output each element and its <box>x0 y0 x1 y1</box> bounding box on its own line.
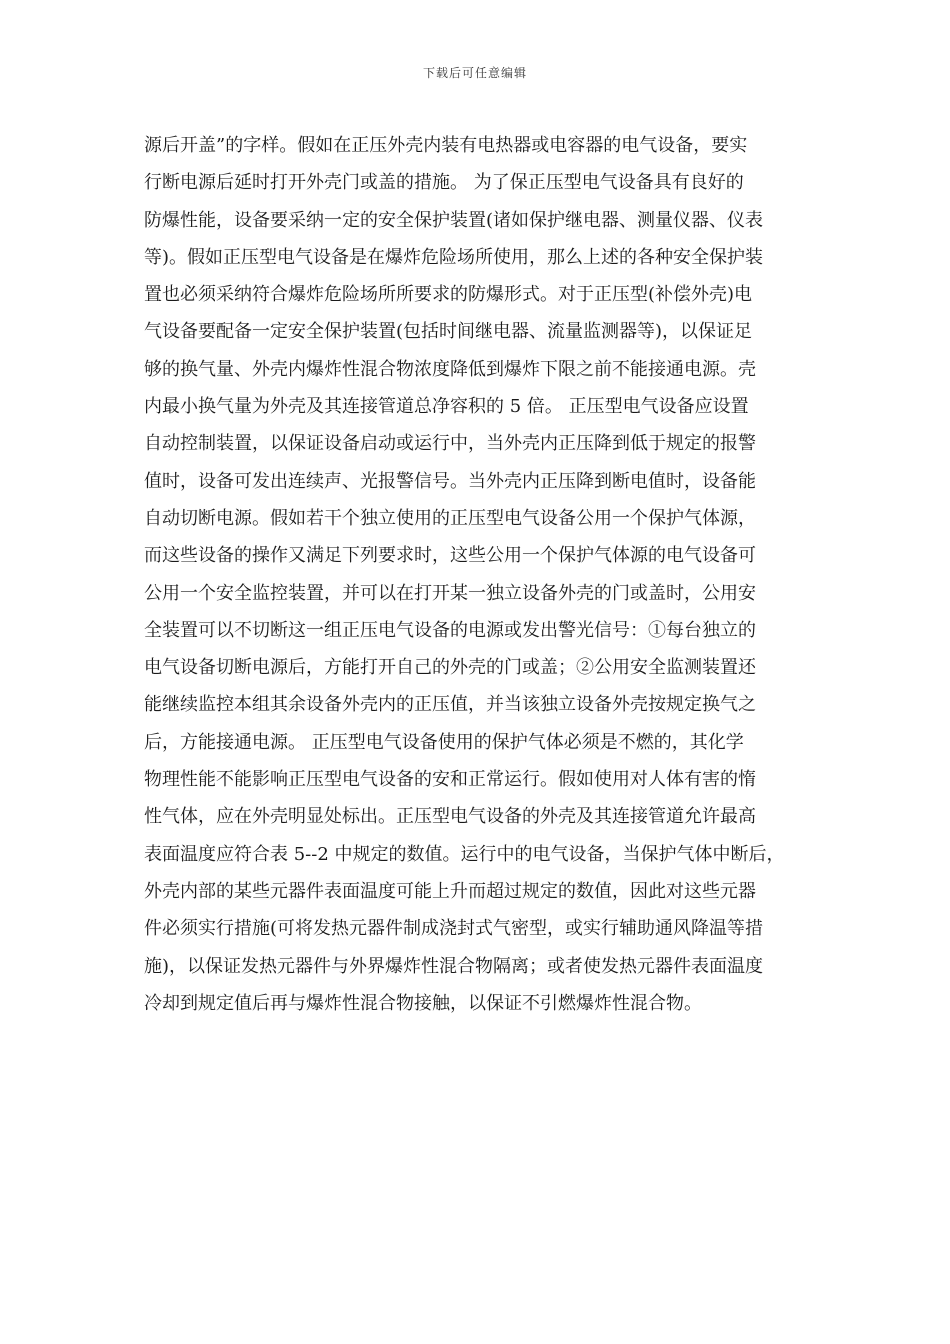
text-line: 够的换气量、外壳内爆炸性混合物浓度降低到爆炸下限之前不能接通电源。壳 <box>144 358 756 380</box>
text-line: 性气体，应在外壳明显处标出。正压型电气设备的外壳及其连接管道允许最高 <box>144 806 756 828</box>
text-line: 源后开盖”的字样。假如在正压外壳内装有电热器或电容器的电气设备，要实 <box>144 135 748 156</box>
text-line: 冷却到规定值后再与爆炸性混合物接触，以保证不引燃爆炸性混合物。 <box>144 992 702 1014</box>
text-line: 行断电源后延时打开外壳门或盖的措施。 为了保正压型电气设备具有良好的 <box>144 172 744 194</box>
text-line: 物理性能不能影响正压型电气设备的安和正常运行。假如使用对人体有害的惰 <box>144 769 756 791</box>
text-line: 公用一个安全监控装置，并可以在打开某一独立设备外壳的门或盖时，公用安 <box>144 582 756 604</box>
text-line: 而这些设备的操作又满足下列要求时，这些公用一个保护气体源的电气设备可 <box>144 545 756 567</box>
text-line: 后，方能接通电源。 正压型电气设备使用的保护气体必须是不燃的，其化学 <box>144 731 744 753</box>
text-line: 等)。假如正压型电气设备是在爆炸危险场所使用，那么上述的各种安全保护装 <box>144 246 764 268</box>
text-line: 电气设备切断电源后，方能打开自己的外壳的门或盖；②公用安全监测装置还 <box>144 657 756 679</box>
text-line: 件必须实行措施(可将发热元器件制成浇封式气密型，或实行辅助通风降温等措 <box>144 918 764 940</box>
text-line: 自动控制装置，以保证设备启动或运行中，当外壳内正压降到低于规定的报警 <box>144 433 756 455</box>
text-line: 内最小换气量为外壳及其连接管道总净容积的 5 倍。 正压型电气设备应设置 <box>144 396 749 418</box>
text-line: 全装置可以不切断这一组正压电气设备的电源或发出警光信号：①每台独立的 <box>144 619 756 641</box>
text-line: 自动切断电源。假如若干个独立使用的正压型电气设备公用一个保护气体源， <box>144 507 756 529</box>
text-line: 值时，设备可发出连续声、光报警信号。当外壳内正压降到断电值时，设备能 <box>144 470 756 492</box>
text-line: 外壳内部的某些元器件表面温度可能上升而超过规定的数值，因此对这些元器 <box>144 880 756 902</box>
text-line: 防爆性能，设备要采纳一定的安全保护装置(诸如保护继电器、测量仪器、仪表 <box>144 209 764 231</box>
body-text <box>144 127 814 1022</box>
page-header: 下载后可任意编辑 <box>422 66 527 80</box>
text-line: 施)，以保证发热元器件与外界爆炸性混合物隔离；或者使发热元器件表面温度 <box>144 955 764 977</box>
text-line: 气设备要配备一定安全保护装置(包括时间继电器、流量监测器等)，以保证足 <box>144 321 753 343</box>
text-line: 能继续监控本组其余设备外壳内的正压值，并当该独立设备外壳按规定换气之 <box>144 694 756 716</box>
text-line: 置也必须采纳符合爆炸危险场所所要求的防爆形式。对于正压型(补偿外壳)电 <box>144 284 753 306</box>
text-line: 表面温度应符合表 5--2 中规定的数值。运行中的电气设备，当保护气体中断后， <box>144 843 785 865</box>
